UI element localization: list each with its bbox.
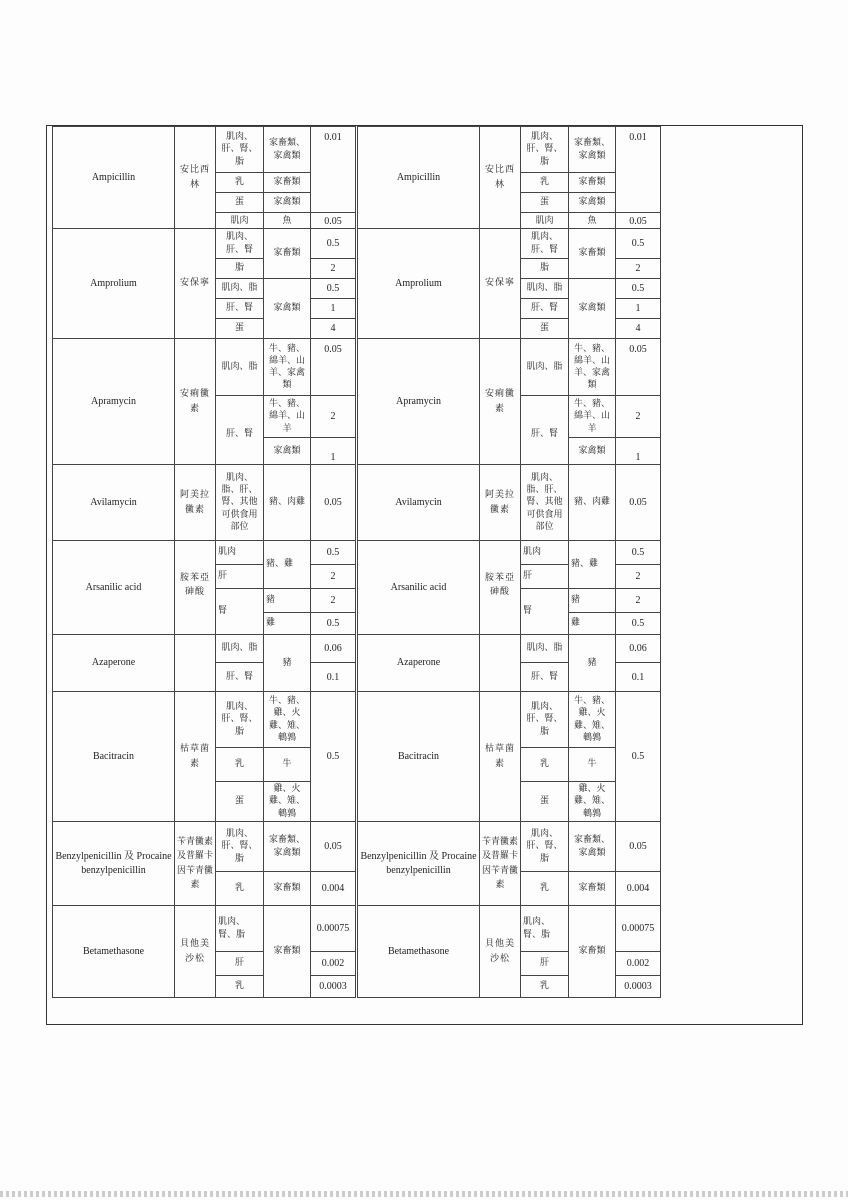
tissue-cell: 肌肉、脂: [216, 279, 264, 299]
species-cell: 家畜類: [569, 173, 616, 193]
tissue-cell: 脂: [521, 259, 569, 279]
tissue-cell: 肌肉、肝、腎、脂: [216, 692, 264, 748]
species-cell: 豬、雞: [264, 541, 311, 589]
drug-chinese-name: 安比西林: [175, 127, 216, 229]
drug-chinese-name: 枯草菌素: [480, 692, 521, 822]
drug-chinese-name: 貝他美沙松: [480, 906, 521, 998]
species-cell: 牛、豬、綿羊、山羊、家禽類: [264, 339, 311, 396]
species-cell: 牛、豬、綿羊、山羊、家禽類: [569, 339, 616, 396]
species-cell: 魚: [569, 213, 616, 229]
tissue-cell: 肝、腎: [216, 663, 264, 692]
drug-name: Benzylpenicillin 及 Procaine benzylpenicillin: [358, 822, 480, 906]
drug-name: Betamethasone: [53, 906, 175, 998]
tissue-cell: 肌肉、肝、腎、脂: [521, 127, 569, 173]
mrl-cell: 0.05: [311, 213, 356, 229]
drug-chinese-name: 胺苯亞砷酸: [175, 541, 216, 635]
tissue-cell: 蛋: [521, 193, 569, 213]
drug-name: Amprolium: [53, 229, 175, 339]
table-row: [358, 229, 661, 259]
drug-name: Ampicillin: [53, 127, 175, 229]
drug-name: Apramycin: [53, 339, 175, 465]
mrl-cell: 0.002: [311, 952, 356, 976]
table-row: [358, 822, 661, 872]
mrl-cell: 2: [616, 259, 661, 279]
mrl-cell: 1: [616, 299, 661, 319]
tissue-cell: 肝、腎: [521, 396, 569, 465]
table-row: [53, 229, 356, 259]
species-cell: 牛: [569, 748, 616, 782]
tissue-cell: 肌肉: [216, 213, 264, 229]
species-cell: 豬: [569, 589, 616, 613]
mrl-cell: 0.05: [616, 213, 661, 229]
table-row: [358, 906, 661, 952]
table-row: [358, 635, 661, 663]
species-cell: 家禽類: [264, 279, 311, 339]
mrl-cell: 0.5: [616, 613, 661, 635]
tissue-cell: 乳: [521, 872, 569, 906]
species-cell: 豬、肉雞: [264, 465, 311, 541]
mrl-cell: 0.05: [616, 822, 661, 872]
drug-name: Amprolium: [358, 229, 480, 339]
tissue-cell: 肝、腎: [521, 299, 569, 319]
mrl-cell: 0.5: [311, 229, 356, 259]
tissue-cell: 肌肉: [216, 541, 264, 565]
species-cell: 魚: [264, 213, 311, 229]
species-cell: 家畜類: [264, 229, 311, 279]
species-cell: 家畜類、家禽類: [569, 822, 616, 872]
drug-chinese-name: 枯草菌素: [175, 692, 216, 822]
mrl-cell: 0.004: [311, 872, 356, 906]
drug-chinese-name: 安比西林: [480, 127, 521, 229]
species-cell: 家畜類: [569, 872, 616, 906]
tissue-cell: 肌肉、肝、腎、脂: [216, 822, 264, 872]
mrl-cell: 0.0003: [616, 976, 661, 998]
mrl-table: [357, 126, 661, 998]
mrl-cell: 1: [311, 299, 356, 319]
drug-chinese-name: 阿美拉黴素: [175, 465, 216, 541]
page-frame: [46, 125, 803, 1025]
drug-chinese-name: [480, 635, 521, 692]
species-cell: 家畜類: [569, 906, 616, 998]
tissue-cell: 肝: [216, 565, 264, 589]
mrl-cell: 4: [616, 319, 661, 339]
species-cell: 家畜類: [569, 229, 616, 279]
mrl-cell: 0.002: [616, 952, 661, 976]
mrl-cell: 0.5: [311, 279, 356, 299]
tissue-cell: 肌肉、脂: [521, 339, 569, 396]
species-cell: 家畜類、家禽類: [264, 822, 311, 872]
tissue-cell: 乳: [216, 872, 264, 906]
drug-name: Avilamycin: [53, 465, 175, 541]
tissue-cell: 蛋: [521, 782, 569, 822]
drug-name: Azaperone: [53, 635, 175, 692]
species-cell: 家禽類: [569, 438, 616, 465]
drug-chinese-name: 苄青黴素及普羅卡因苄青黴素: [175, 822, 216, 906]
species-cell: 雞: [264, 613, 311, 635]
species-cell: 豬、肉雞: [569, 465, 616, 541]
tissue-cell: 腎: [216, 589, 264, 635]
mrl-cell: 2: [311, 565, 356, 589]
tissue-cell: 肌肉、肝、腎: [521, 229, 569, 259]
species-cell: 家畜類: [264, 906, 311, 998]
mrl-cell: 2: [616, 589, 661, 613]
drug-name: Azaperone: [358, 635, 480, 692]
tissue-cell: 肌肉: [521, 213, 569, 229]
mrl-cell: 0.5: [616, 692, 661, 822]
species-cell: 家禽類: [264, 193, 311, 213]
mrl-cell: 1: [311, 438, 356, 465]
drug-chinese-name: 安痢黴素: [480, 339, 521, 465]
tissue-cell: 乳: [216, 748, 264, 782]
drug-name: Ampicillin: [358, 127, 480, 229]
table-row: [53, 822, 356, 872]
mrl-cell: 0.05: [616, 339, 661, 396]
table-row: [53, 635, 356, 663]
mrl-cell: 0.5: [311, 541, 356, 565]
species-cell: 家畜類: [264, 173, 311, 193]
drug-chinese-name: 苄青黴素及普羅卡因苄青黴素: [480, 822, 521, 906]
table-row: [358, 692, 661, 748]
species-cell: 家畜類: [264, 872, 311, 906]
species-cell: 牛: [264, 748, 311, 782]
mrl-cell: 2: [616, 565, 661, 589]
mrl-cell: 0.1: [616, 663, 661, 692]
table-row: [358, 127, 661, 173]
mrl-cell: 2: [311, 589, 356, 613]
tissue-cell: 肝: [216, 952, 264, 976]
table-row: [358, 465, 661, 541]
table-row: [53, 465, 356, 541]
tissue-cell: 蛋: [216, 193, 264, 213]
drug-name: Avilamycin: [358, 465, 480, 541]
tissue-cell: 蛋: [521, 319, 569, 339]
drug-name: Betamethasone: [358, 906, 480, 998]
tissue-cell: 肌肉: [521, 541, 569, 565]
mrl-cell: 2: [616, 396, 661, 438]
tissue-cell: 肌肉、脂、肝、腎、其他可供食用部位: [521, 465, 569, 541]
species-cell: 豬: [569, 635, 616, 692]
species-cell: 牛、豬、雞、火雞、雉、鵪鶉: [569, 692, 616, 748]
table-row: [358, 339, 661, 396]
mrl-cell: 0.5: [616, 279, 661, 299]
species-cell: 豬: [264, 589, 311, 613]
mrl-cell: 0.06: [616, 635, 661, 663]
table-row: [53, 541, 356, 565]
tissue-cell: 乳: [216, 173, 264, 193]
tissue-cell: 蛋: [216, 782, 264, 822]
drug-chinese-name: 胺苯亞砷酸: [480, 541, 521, 635]
drug-name: Arsanilic acid: [53, 541, 175, 635]
mrl-cell: 0.00075: [311, 906, 356, 952]
tissue-cell: 肝、腎: [216, 299, 264, 319]
drug-chinese-name: 貝他美沙松: [175, 906, 216, 998]
mrl-cell: 1: [616, 438, 661, 465]
drug-chinese-name: 安保寧: [175, 229, 216, 339]
species-cell: 雞、火雞、雉、鵪鶉: [569, 782, 616, 822]
mrl-cell: 0.06: [311, 635, 356, 663]
table-row: [53, 906, 356, 952]
tissue-cell: 乳: [521, 748, 569, 782]
tissue-cell: 肌肉、脂: [521, 635, 569, 663]
species-cell: 豬、雞: [569, 541, 616, 589]
table-row: [358, 541, 661, 565]
drug-chinese-name: [175, 635, 216, 692]
scan-artifact: [0, 1191, 848, 1197]
mrl-table: [52, 126, 356, 998]
right-table-panel: [357, 126, 661, 998]
tissue-cell: 肝: [521, 952, 569, 976]
tissue-cell: 脂: [216, 259, 264, 279]
mrl-cell: 0.00075: [616, 906, 661, 952]
tissue-cell: 肌肉、脂: [216, 635, 264, 663]
mrl-cell: 0.05: [311, 339, 356, 396]
mrl-cell: 4: [311, 319, 356, 339]
tissue-cell: 肝: [521, 565, 569, 589]
drug-name: Bacitracin: [358, 692, 480, 822]
tissue-cell: 肌肉、肝、腎、脂: [521, 692, 569, 748]
table-row: [53, 692, 356, 748]
tissue-cell: 肝、腎: [521, 663, 569, 692]
species-cell: 牛、豬、綿羊、山羊: [264, 396, 311, 438]
drug-name: Benzylpenicillin 及 Procaine benzylpenicillin: [53, 822, 175, 906]
left-table-panel: [52, 126, 356, 998]
species-cell: 家禽類: [264, 438, 311, 465]
mrl-cell: 0.01: [311, 127, 356, 213]
table-row: [53, 127, 356, 173]
mrl-cell: 0.01: [616, 127, 661, 213]
drug-name: Bacitracin: [53, 692, 175, 822]
tissue-cell: 乳: [521, 173, 569, 193]
tissue-cell: 肌肉、脂: [216, 339, 264, 396]
drug-chinese-name: 阿美拉黴素: [480, 465, 521, 541]
mrl-cell: 0.5: [616, 541, 661, 565]
tissue-cell: 乳: [521, 976, 569, 998]
mrl-cell: 0.0003: [311, 976, 356, 998]
tissue-cell: 肌肉、腎、脂: [521, 906, 569, 952]
tissue-cell: 肝、腎: [216, 396, 264, 465]
species-cell: 牛、豬、雞、火雞、雉、鵪鶉: [264, 692, 311, 748]
tissue-cell: 肌肉、脂、肝、腎、其他可供食用部位: [216, 465, 264, 541]
species-cell: 家畜類、家禽類: [264, 127, 311, 173]
tissue-cell: 肌肉、腎、脂: [216, 906, 264, 952]
drug-chinese-name: 安保寧: [480, 229, 521, 339]
tissue-cell: 乳: [216, 976, 264, 998]
tissue-cell: 蛋: [216, 319, 264, 339]
species-cell: 豬: [264, 635, 311, 692]
mrl-cell: 2: [311, 396, 356, 438]
mrl-cell: 0.5: [616, 229, 661, 259]
mrl-cell: 0.05: [311, 465, 356, 541]
tissue-cell: 腎: [521, 589, 569, 635]
tissue-cell: 肌肉、脂: [521, 279, 569, 299]
mrl-cell: 0.05: [311, 822, 356, 872]
species-cell: 家禽類: [569, 279, 616, 339]
tissue-cell: 肌肉、肝、腎: [216, 229, 264, 259]
drug-chinese-name: 安痢黴素: [175, 339, 216, 465]
species-cell: 牛、豬、綿羊、山羊: [569, 396, 616, 438]
species-cell: 雞: [569, 613, 616, 635]
mrl-cell: 0.004: [616, 872, 661, 906]
tissue-cell: 肌肉、肝、腎、脂: [521, 822, 569, 872]
mrl-cell: 2: [311, 259, 356, 279]
drug-name: Arsanilic acid: [358, 541, 480, 635]
species-cell: 家畜類、家禽類: [569, 127, 616, 173]
tissue-cell: 肌肉、肝、腎、脂: [216, 127, 264, 173]
mrl-cell: 0.1: [311, 663, 356, 692]
mrl-cell: 0.05: [616, 465, 661, 541]
drug-name: Apramycin: [358, 339, 480, 465]
species-cell: 家禽類: [569, 193, 616, 213]
mrl-cell: 0.5: [311, 613, 356, 635]
mrl-cell: 0.5: [311, 692, 356, 822]
table-row: [53, 339, 356, 396]
species-cell: 雞、火雞、雉、鵪鶉: [264, 782, 311, 822]
